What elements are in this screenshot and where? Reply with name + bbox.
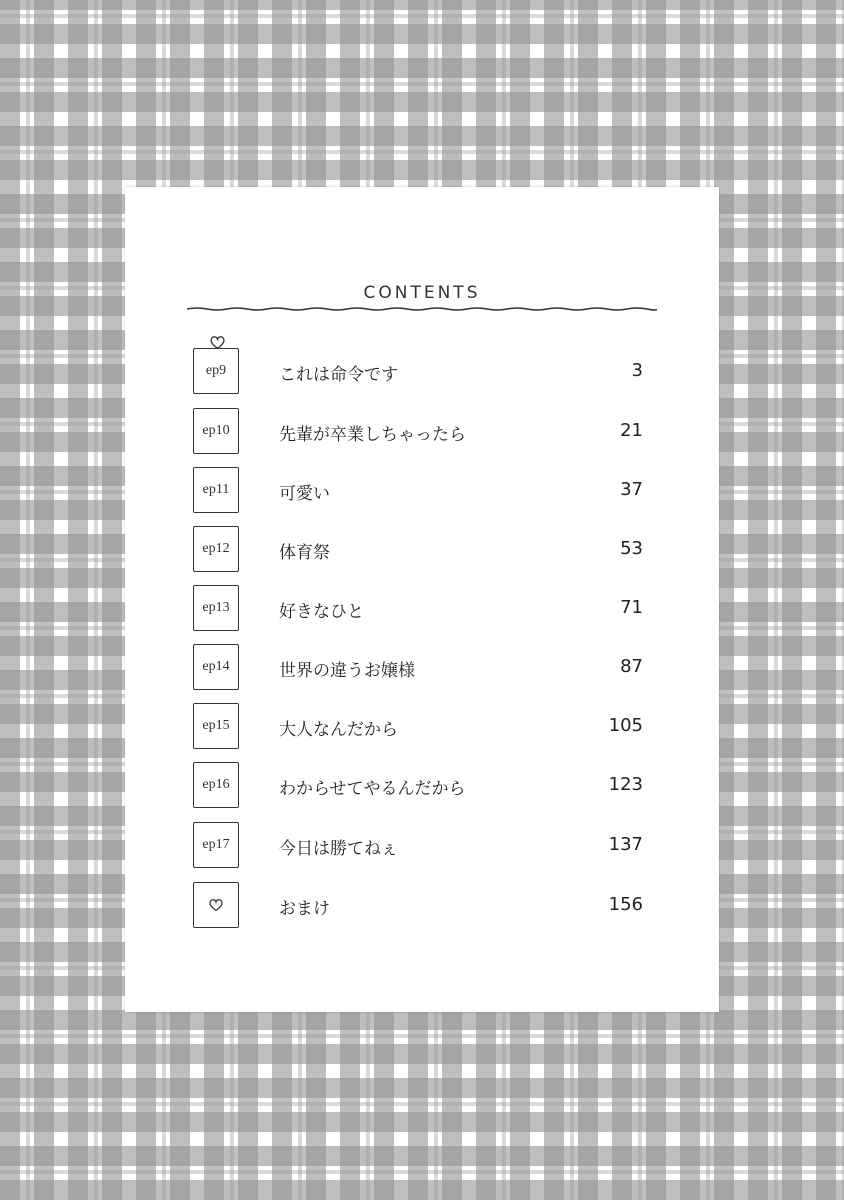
toc-entry-ep9[interactable] xyxy=(193,348,643,396)
heart-icon xyxy=(208,898,224,912)
episode-tag xyxy=(193,348,239,394)
entry-page-number: 37 xyxy=(620,479,643,500)
entry-title: おまけ xyxy=(279,899,330,919)
toc-entry-ep16[interactable] xyxy=(193,762,643,810)
episode-tag xyxy=(193,762,239,808)
toc-entry-ep12[interactable] xyxy=(193,526,643,574)
toc-entry-ep17[interactable] xyxy=(193,822,643,870)
episode-tag xyxy=(193,703,239,749)
entry-title: 先輩が卒業しちゃったら xyxy=(279,425,466,445)
wavy-divider xyxy=(187,305,657,313)
entry-page-number: 71 xyxy=(620,597,643,618)
entry-title: 大人なんだから xyxy=(279,720,398,740)
entry-title: 今日は勝てねぇ xyxy=(279,839,398,859)
entry-title: 可愛い xyxy=(279,484,330,504)
entry-page-number: 21 xyxy=(620,420,643,441)
toc-entry-ep11[interactable] xyxy=(193,467,643,515)
episode-tag-label: ep15 xyxy=(202,718,230,733)
entry-title: 世界の違うお嬢様 xyxy=(279,661,415,681)
entry-page-number: 53 xyxy=(620,538,643,559)
episode-tag xyxy=(193,467,239,513)
contents-card xyxy=(125,187,719,1012)
toc-entry-omake[interactable] xyxy=(193,882,643,930)
episode-tag-label: ep10 xyxy=(202,423,230,438)
episode-tag xyxy=(193,408,239,454)
episode-tag xyxy=(193,882,239,928)
entry-page-number: 87 xyxy=(620,656,643,677)
episode-tag-label: ep13 xyxy=(202,600,230,615)
episode-tag-label: ep12 xyxy=(202,541,230,556)
entry-page-number: 105 xyxy=(608,715,643,736)
entry-title: これは命令です xyxy=(279,365,398,385)
entry-title: 体育祭 xyxy=(279,543,330,563)
toc-entry-ep15[interactable] xyxy=(193,703,643,751)
entry-page-number: 137 xyxy=(608,834,643,855)
toc-entry-ep10[interactable] xyxy=(193,408,643,456)
episode-tag xyxy=(193,822,239,868)
entry-title: 好きなひと xyxy=(279,602,364,622)
entry-title: わからせてやるんだから xyxy=(279,779,466,799)
episode-tag-label: ep11 xyxy=(202,482,230,497)
episode-tag-label: ep17 xyxy=(202,837,230,852)
entry-page-number: 3 xyxy=(631,360,643,381)
episode-tag xyxy=(193,644,239,690)
entry-page-number: 123 xyxy=(608,774,643,795)
episode-tag-label: ep9 xyxy=(205,363,227,378)
episode-tag xyxy=(193,585,239,631)
episode-tag xyxy=(193,526,239,572)
toc-entry-ep13[interactable] xyxy=(193,585,643,633)
contents-heading: CONTENTS xyxy=(363,283,481,303)
heart-icon xyxy=(209,335,226,350)
entry-page-number: 156 xyxy=(608,894,643,915)
episode-tag-label: ep14 xyxy=(202,659,230,674)
toc-entry-ep14[interactable] xyxy=(193,644,643,692)
episode-tag-label: ep16 xyxy=(202,777,230,792)
